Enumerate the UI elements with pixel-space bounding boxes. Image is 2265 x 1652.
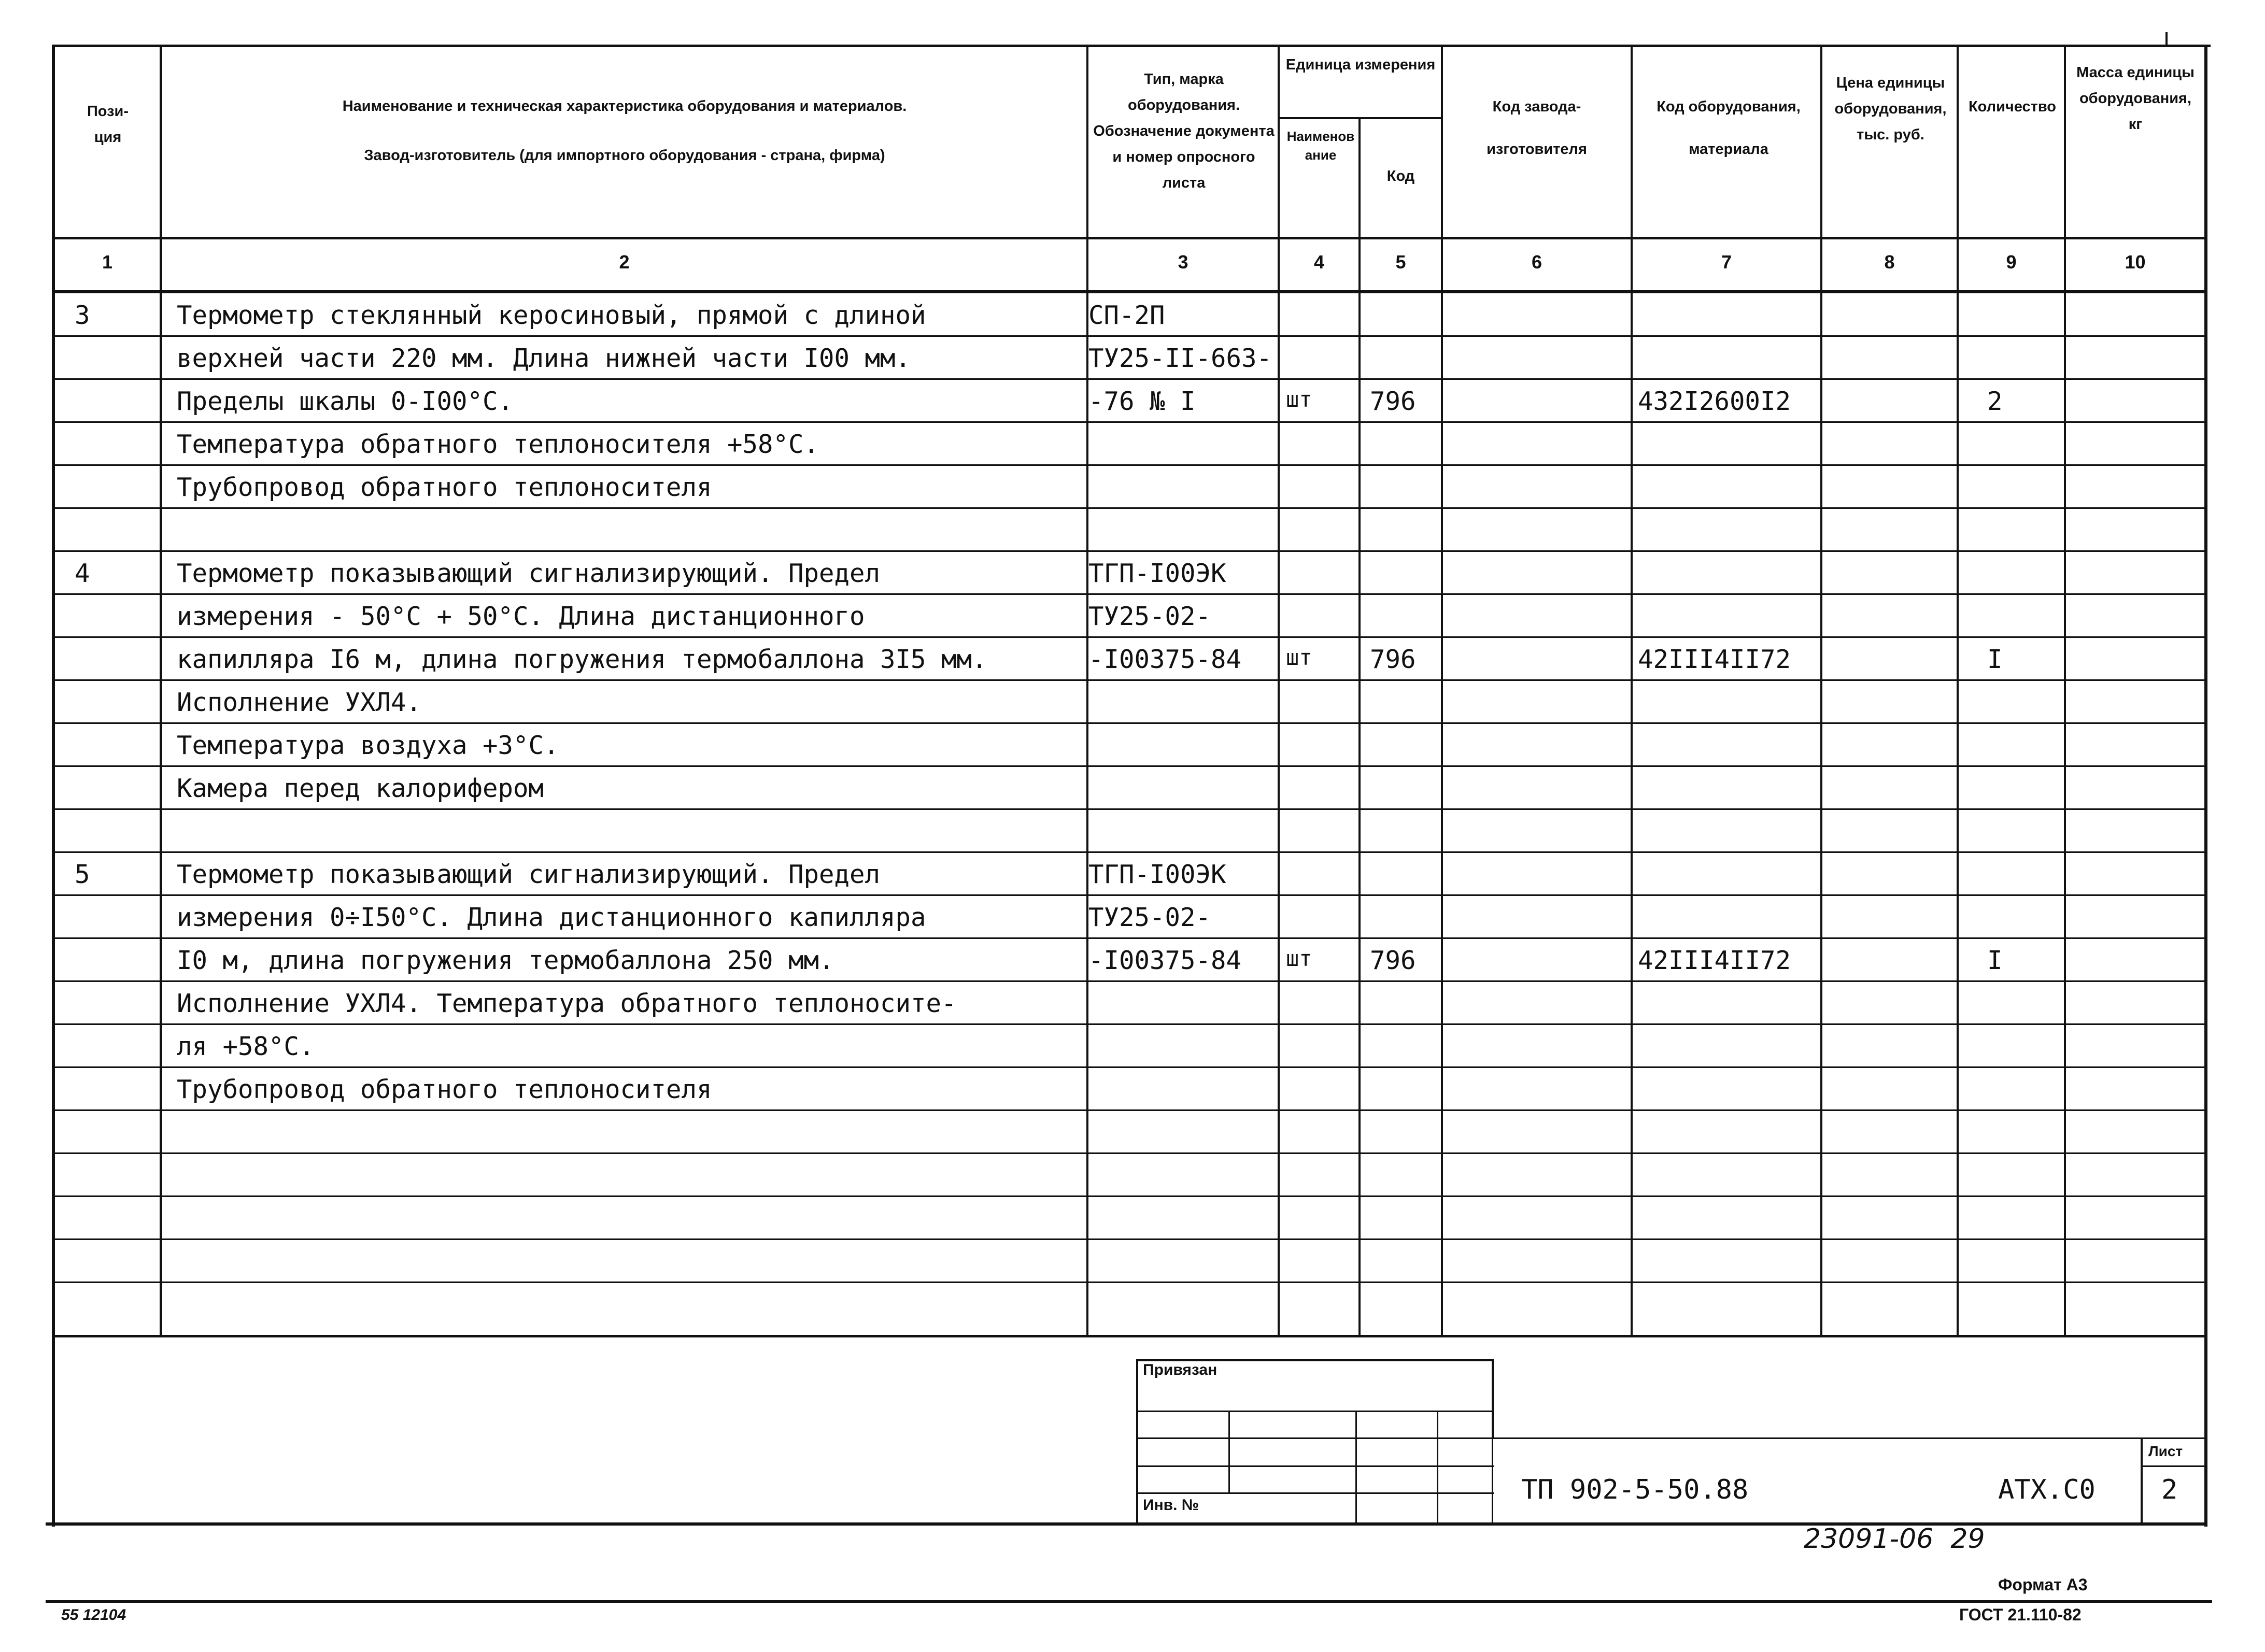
inv-no-label: Инв. №	[1143, 1497, 1199, 1514]
type-cell: -I00375-84	[1088, 946, 1242, 975]
header-col1: Пози- ция	[87, 103, 129, 146]
column-number: 9	[2006, 251, 2017, 273]
column-number: 10	[2125, 251, 2146, 273]
position-cell: 3	[75, 301, 90, 330]
position-cell: 4	[75, 559, 90, 588]
frame-top	[53, 45, 2211, 47]
header-col7: Код оборудования, материала	[1657, 98, 1801, 158]
name-cell: Температура воздуха +3°C.	[177, 731, 559, 760]
equipment-code-cell: 42III4II72	[1638, 645, 1791, 674]
list-number: 2	[2161, 1474, 2178, 1505]
name-cell: I0 м, длина погружения термобаллона 250 мм.	[177, 946, 834, 975]
unit-code-cell: 796	[1370, 645, 1416, 674]
name-cell: Термометр показывающий сигнализирующий. Предел	[177, 559, 881, 588]
row-line	[53, 335, 2206, 337]
gost-label: ГОСТ 21.110-82	[1959, 1605, 2082, 1624]
name-cell: Трубопровод обратного теплоносителя	[177, 473, 712, 502]
column-number: 4	[1313, 251, 1325, 273]
type-cell: СП-2П	[1088, 301, 1165, 330]
header-col2-line1: Наименование и техническая характеристика оборудования и материалов.	[342, 98, 907, 115]
unit-name-cell: шт	[1286, 387, 1312, 412]
row-line	[53, 679, 2206, 681]
handwritten-number: 23091-06 29	[1804, 1523, 1985, 1555]
column-number: 7	[1721, 251, 1732, 273]
stamp-vline	[1355, 1411, 1357, 1525]
name-cell: Исполнение УХЛ4.	[177, 688, 422, 717]
row-line	[53, 464, 2206, 466]
col-line-4	[1358, 117, 1361, 1337]
equipment-code-cell: 432I2600I2	[1638, 387, 1791, 416]
name-cell: Исполнение УХЛ4. Температура обратного теплоносите-	[177, 989, 957, 1018]
row-line	[53, 1152, 2206, 1154]
name-cell: верхней части 220 мм. Длина нижней части I00 мм.	[177, 344, 911, 373]
quantity-cell: 2	[1987, 387, 2003, 416]
list-cell-mid	[2141, 1465, 2206, 1467]
name-cell: Термометр стеклянный керосиновый, прямой с длиной	[177, 301, 926, 330]
header-col9: Количество	[1968, 98, 2056, 115]
row-line	[53, 378, 2206, 380]
header-col4: Наименование	[1286, 129, 1355, 163]
row-line	[53, 980, 2206, 982]
stamp-box-right	[1492, 1359, 1494, 1439]
name-cell: Пределы шкалы 0-I00°C.	[177, 387, 514, 416]
column-number: 2	[619, 251, 630, 273]
row-line	[53, 636, 2206, 638]
column-number: 5	[1395, 251, 1406, 273]
frame-right	[2204, 45, 2207, 1527]
unit-code-cell: 796	[1370, 387, 1416, 416]
frame-top-tick	[2165, 32, 2168, 47]
type-cell: ТУ25-02-	[1088, 903, 1211, 932]
list-cell-left	[2141, 1437, 2143, 1526]
name-cell: измерения 0÷I50°C. Длина дистанционного капилляра	[177, 903, 926, 932]
header-col5: Код	[1386, 168, 1415, 184]
row-line	[53, 894, 2206, 896]
header-bottom-line	[53, 237, 2206, 239]
unit-name-cell: шт	[1286, 946, 1312, 971]
doc-code: ТП 902-5-50.88	[1521, 1474, 1749, 1505]
row-line	[53, 1023, 2206, 1025]
type-cell: -I00375-84	[1088, 645, 1242, 674]
name-cell: ля +58°C.	[177, 1032, 315, 1061]
equipment-code-cell: 42III4II72	[1638, 946, 1791, 975]
header-col6: Код завода-изготовителя	[1487, 98, 1587, 158]
list-label: Лист	[2148, 1443, 2183, 1459]
name-cell: капилляра I6 м, длина погружения термобаллона 3I5 мм.	[177, 645, 987, 674]
type-cell: -76 № I	[1088, 387, 1196, 416]
header-col10: Масса единицы оборудования, кг	[2076, 64, 2195, 133]
type-cell: ТУ25-02-	[1088, 602, 1211, 631]
stamp-vline	[1437, 1411, 1438, 1525]
stamp-line	[1136, 1437, 2206, 1439]
column-number: 3	[1178, 251, 1188, 273]
column-number: 6	[1531, 251, 1542, 273]
stamp-vline	[1228, 1411, 1230, 1492]
name-cell: измерения - 50°C + 50°C. Длина дистанционного	[177, 602, 865, 631]
header-col3: Тип, марка оборудования. Обозначение документа и номер опросного листа	[1093, 71, 1275, 191]
row-line	[53, 1281, 2206, 1283]
name-cell: Термометр показывающий сигнализирующий. Предел	[177, 860, 881, 889]
type-cell: ТГП-I00ЭК	[1088, 860, 1226, 889]
quantity-cell: I	[1987, 645, 2003, 674]
row-line	[53, 1066, 2206, 1068]
column-number: 1	[102, 251, 113, 273]
row-line	[53, 937, 2206, 939]
footer-line	[46, 1600, 2212, 1603]
header-col2-line2: Завод-изготовитель (для импортного оборудования - страна, фирма)	[364, 147, 885, 164]
row-line	[53, 593, 2206, 595]
row-line	[53, 765, 2206, 767]
stamp-vline	[1492, 1437, 1493, 1525]
row-line	[53, 1109, 2206, 1111]
name-cell: Камера перед калорифером	[177, 774, 544, 803]
unit-name-cell: шт	[1286, 645, 1312, 670]
header-col8: Цена единицы оборудования, тыс. руб.	[1834, 75, 1947, 143]
position-cell: 5	[75, 860, 90, 889]
row-line	[53, 722, 2206, 724]
privyazan-label: Привязан	[1143, 1361, 1218, 1378]
format-label: Формат А3	[1998, 1575, 2088, 1594]
stamp-line	[1136, 1492, 1494, 1494]
column-number: 8	[1884, 251, 1895, 273]
left-code: 55 12104	[61, 1606, 126, 1623]
quantity-cell: I	[1987, 946, 2003, 975]
row-line	[53, 1238, 2206, 1240]
stamp-line	[1136, 1411, 1494, 1412]
table-bottom-line	[53, 1335, 2206, 1337]
header-col45: Единица измерения	[1285, 56, 1436, 73]
sheet-code: АТХ.С0	[1998, 1474, 2096, 1505]
colnum-bottom-line	[53, 290, 2206, 293]
type-cell: ТУ25-II-663-	[1088, 344, 1272, 373]
row-line	[53, 1195, 2206, 1197]
stamp-line	[1136, 1465, 1494, 1467]
stamp-box-left	[1136, 1359, 1138, 1525]
name-cell: Температура обратного теплоносителя +58°C.	[177, 430, 819, 459]
row-line	[53, 550, 2206, 552]
row-line	[53, 808, 2206, 810]
type-cell: ТГП-I00ЭК	[1088, 559, 1226, 588]
row-line	[53, 851, 2206, 853]
row-line	[53, 421, 2206, 423]
unit-code-cell: 796	[1370, 946, 1416, 975]
unit-header-split	[1279, 117, 1442, 119]
row-line	[53, 507, 2206, 509]
name-cell: Трубопровод обратного теплоносителя	[177, 1075, 712, 1104]
